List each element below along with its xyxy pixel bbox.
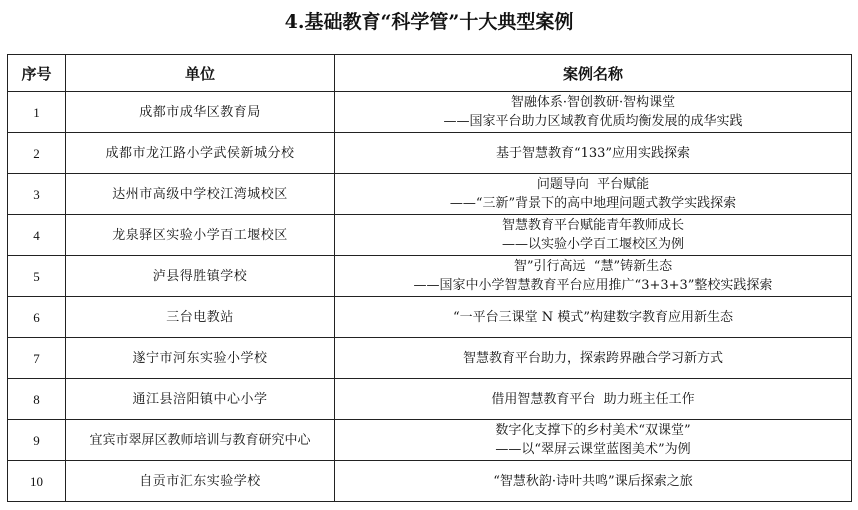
table-row <box>8 338 852 379</box>
table-row <box>8 379 852 420</box>
case-name-line: 基于智慧教育“133”应用实践探索 <box>495 145 691 161</box>
case-name-line: 智慧教育平台赋能青年教师成长 <box>501 218 684 233</box>
unit-text: 泸县得胜镇学校 <box>152 268 248 284</box>
case-name-subline: ——“三新”背景下的高中地理问题式教学实践探索 <box>449 196 737 211</box>
row-case-name <box>335 174 852 215</box>
row-number: 2 <box>8 133 66 174</box>
row-unit <box>66 297 335 338</box>
header-case-name: 案例名称 <box>335 55 852 92</box>
unit-text: 遂宁市河东实验小学校 <box>132 350 268 366</box>
row-case-name <box>335 379 852 420</box>
row-case-name <box>335 420 852 461</box>
case-name-line: 借用智慧教育平台 助力班主任工作 <box>491 391 695 407</box>
table-row <box>8 174 852 215</box>
table-row <box>8 461 852 502</box>
row-case-name <box>335 133 852 174</box>
unit-text: 宜宾市翠屏区教师培训与教育研究中心 <box>89 432 311 448</box>
row-unit <box>66 92 335 133</box>
unit-text: 自贡市汇东实验学校 <box>139 473 261 489</box>
case-name-line: “一平台三课堂 N 模式”构建数字教育应用新生态 <box>453 309 733 325</box>
row-case-name <box>335 92 852 133</box>
table-row <box>8 133 852 174</box>
case-name-subline: ——以“翠屏云课堂蓝图美术”为例 <box>495 442 691 457</box>
unit-text: 三台电教站 <box>166 309 234 325</box>
case-name-subline: ——国家中小学智慧教育平台应用推广“3+3+3”整校实践探索 <box>413 278 773 293</box>
unit-text: 成都市龙江路小学武侯新城分校 <box>105 145 295 161</box>
row-number: 6 <box>8 297 66 338</box>
row-unit <box>66 133 335 174</box>
row-case-name <box>335 338 852 379</box>
page-title: 4.基础教育“科学管”十大典型案例 <box>284 11 574 33</box>
row-unit <box>66 420 335 461</box>
unit-text: 达州市高级中学校江湾城校区 <box>112 186 288 202</box>
row-case-name <box>335 461 852 502</box>
row-number: 4 <box>8 215 66 256</box>
case-name-line: 智融体系·智创教研·智构课堂 <box>510 95 676 110</box>
row-number: 9 <box>8 420 66 461</box>
row-number: 3 <box>8 174 66 215</box>
row-case-name <box>335 256 852 297</box>
table-row <box>8 297 852 338</box>
case-name-line: 智”引行高远 “慧”铸新生态 <box>513 259 673 274</box>
row-unit <box>66 174 335 215</box>
row-unit <box>66 256 335 297</box>
unit-text: 通江县涪阳镇中心小学 <box>132 391 268 407</box>
row-unit <box>66 461 335 502</box>
case-name-subline: ——以实验小学百工堰校区为例 <box>501 237 684 252</box>
unit-text: 成都市成华区教育局 <box>139 104 261 120</box>
unit-text: 龙泉驿区实验小学百工堰校区 <box>112 227 288 243</box>
row-number: 8 <box>8 379 66 420</box>
case-name-subline: ——国家平台助力区域教育优质均衡发展的成华实践 <box>443 114 743 129</box>
case-name-line: 问题导向 平台赋能 <box>536 177 650 192</box>
cases-table <box>7 54 852 502</box>
table-header-row <box>8 55 852 92</box>
row-number: 7 <box>8 338 66 379</box>
row-number: 5 <box>8 256 66 297</box>
table-row <box>8 420 852 461</box>
row-number: 10 <box>8 461 66 502</box>
row-unit <box>66 379 335 420</box>
row-case-name <box>335 215 852 256</box>
table-row <box>8 215 852 256</box>
row-unit <box>66 215 335 256</box>
table-row <box>8 92 852 133</box>
row-unit <box>66 338 335 379</box>
case-name-line: 数字化支撑下的乡村美术“双课堂” <box>495 423 691 438</box>
table-row <box>8 256 852 297</box>
row-case-name <box>335 297 852 338</box>
row-number: 1 <box>8 92 66 133</box>
header-unit: 单位 <box>66 55 335 92</box>
case-name-line: “智慧秋韵·诗叶共鸣”课后探索之旅 <box>493 473 693 489</box>
header-no: 序号 <box>8 55 66 92</box>
case-name-line: 智慧教育平台助力，探索跨界融合学习新方式 <box>462 350 723 366</box>
